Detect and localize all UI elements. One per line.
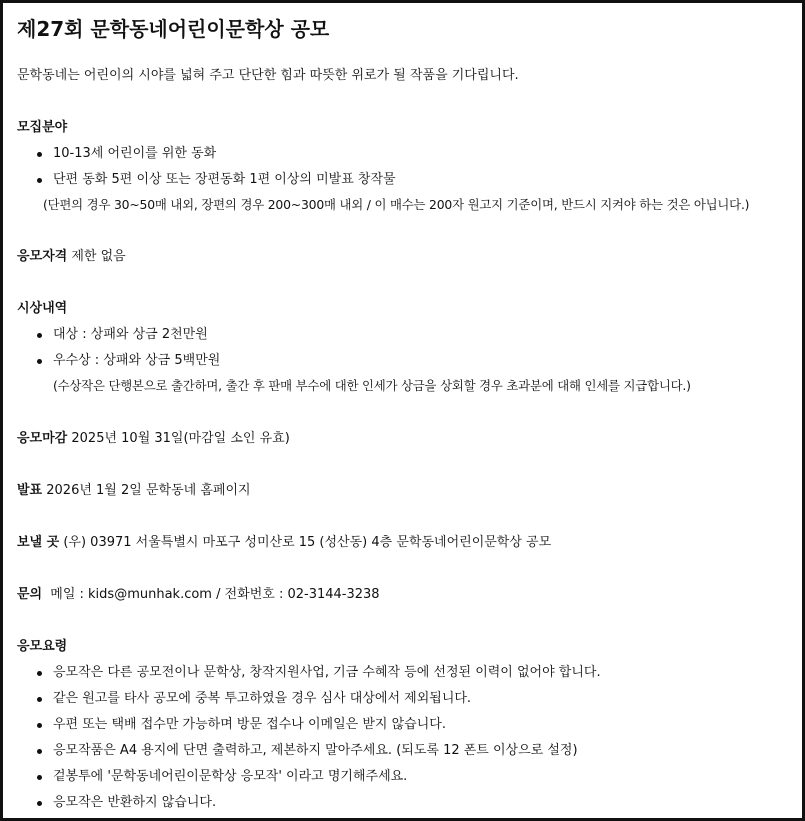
address-value: (우) 03971 서울특별시 마포구 성미산로 15 (성산동) 4층 문학동네어린이문학상 공모 <box>63 535 552 550</box>
contact-value: 메일 : kids@munhak.com / 전화번호 : 02-3144-3238 <box>50 587 380 602</box>
deadline-row <box>17 430 290 448</box>
list-item: 10-13세 어린이를 위한 동화 <box>53 146 217 161</box>
deadline-value: 2025년 10월 31일(마감일 소인 유효) <box>71 431 290 446</box>
fields-heading: 모집분야 <box>17 120 68 135</box>
contact-label: 문의 <box>17 587 43 602</box>
announcement-value: 2026년 1월 2일 문학동네 홈페이지 <box>46 483 251 498</box>
announcement-label: 발표 <box>17 483 43 498</box>
list-item: 우편 또는 택배 접수만 가능하며 방문 접수나 이메일은 받지 않습니다. <box>53 717 446 732</box>
eligibility-row <box>17 248 126 266</box>
list-item: 단편 동화 5편 이상 또는 장편동화 1편 이상의 미발표 창작물 <box>53 172 396 187</box>
list-item: 응모작은 다른 공모전이나 문학상, 창작지원사업, 기금 수혜작 등에 선정된 이력이 없어야 합니다. <box>53 665 601 680</box>
fields-note: (단편의 경우 30~50매 내외, 장편의 경우 200~300매 내외 / 이 매수는 200자 원고지 기준이며, 반드시 지켜야 하는 것은 아닙니다.) <box>43 197 750 212</box>
list-item: 응모작은 반환하지 않습니다. <box>53 795 217 810</box>
guidelines-heading: 응모요령 <box>17 639 68 654</box>
address-label: 보낼 곳 <box>17 535 60 550</box>
contact-row <box>17 586 380 604</box>
prizes-heading: 시상내역 <box>17 301 68 316</box>
intro-text: 문학동네는 어린이의 시야를 넓혀 주고 단단한 힘과 따뜻한 위로가 될 작품을 기다립니다. <box>17 68 519 83</box>
list-item: 대상 : 상패와 상금 2천만원 <box>53 327 208 342</box>
deadline-label: 응모마감 <box>17 431 68 446</box>
eligibility-value: 제한 없음 <box>71 249 126 264</box>
list-item: 우수상 : 상패와 상금 5백만원 <box>53 353 221 368</box>
prizes-note: (수상작은 단행본으로 출간하며, 출간 후 판매 부수에 대한 인세가 상금을 상회할 경우 초과분에 대해 인세를 지급합니다.) <box>53 378 691 393</box>
list-item: 응모작품은 A4 용지에 단면 출력하고, 제본하지 말아주세요. (되도록 12 폰트 이상으로 설정) <box>53 743 578 758</box>
list-item: 같은 원고를 타사 공모에 중복 투고하였을 경우 심사 대상에서 제외됩니다. <box>53 691 472 706</box>
eligibility-label: 응모자격 <box>17 249 68 264</box>
announcement-row <box>17 482 251 500</box>
page-title: 제27회 문학동네어린이문학상 공모 <box>17 17 330 41</box>
list-item: 겉봉투에 '문학동네어린이문학상 응모작' 이라고 명기해주세요. <box>53 769 408 784</box>
address-row <box>17 534 551 552</box>
